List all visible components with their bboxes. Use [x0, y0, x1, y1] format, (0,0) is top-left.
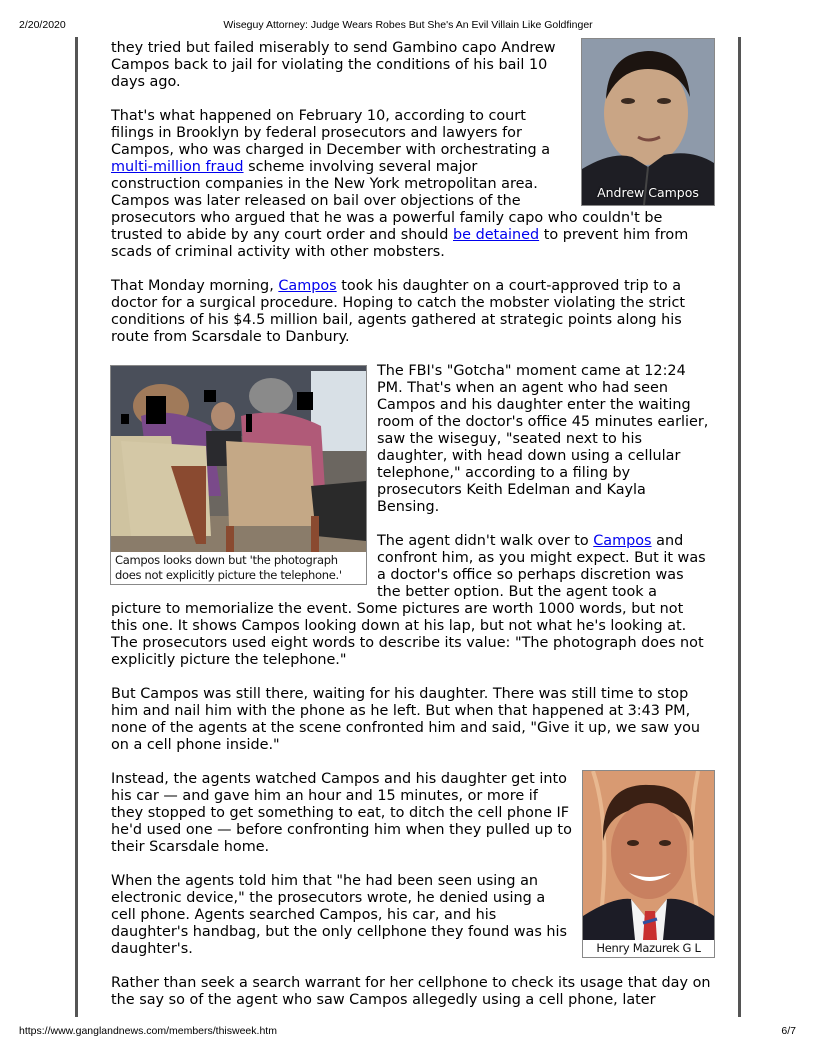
multi-million-fraud-link[interactable]: multi-million fraud — [111, 159, 244, 175]
campos-link-1[interactable]: Campos — [278, 278, 337, 294]
paragraph-3: That Monday morning, Campos took his daughter on a court-approved trip to a doctor for a surgical procedure. Hoping to catch the mobster violating the strict conditions of his $4.5 million bail, agents gathered at strategic points along his route from Scarsdale to Danbury. — [111, 278, 686, 345]
waiting-room-caption: Campos looks down but 'the photograph does not explicitly picture the telephone.' — [111, 552, 366, 584]
campos-portrait-figure — [581, 38, 715, 206]
campos-portrait-image — [582, 39, 714, 205]
mazurek-portrait-photo — [583, 771, 714, 940]
be-detained-link[interactable]: be detained — [453, 227, 540, 243]
paragraph-5: The agent didn't walk over to Campos and confront him, as you might expect. But it was a doctor's office so perhaps discretion was the better option. But the agent took a picture to memorialize the event. Some pictures are worth 1000 words, but not this one. It shows Campos looking down at his lap, but not what he's looking at. The prosecutors used eight words to describe its value: "The photograph does not explicitly picture the telephone." — [111, 533, 706, 668]
paragraph-9: Rather than seek a search warrant for her cellphone to check its usage that day on the say so of the agent who saw Campos allegedly using a cell phone, later — [111, 975, 711, 1008]
print-page-title: Wiseguy Attorney: Judge Wears Robes But She's An Evil Villain Like Goldfinger — [223, 19, 593, 31]
paragraph-1: they tried but failed miserably to send Gambino capo Andrew Campos back to jail for violating the conditions of his bail 10 days ago. — [111, 40, 556, 90]
paragraph-4: The FBI's "Gotcha" moment came at 12:24 PM. That's when an agent who had seen Campos and his daughter enter the waiting room of the doctor's office 45 minutes earlier, saw the wiseguy, "seated next to his daughter, with head down using a cellular telephone," according to a filing by prosecutors Keith Edelman and Kayla Bensing. — [377, 363, 709, 515]
print-page-number: 6/7 — [781, 1025, 796, 1037]
mazurek-portrait-figure — [582, 770, 715, 958]
campos-portrait-photo — [582, 39, 714, 205]
right-column-rule — [738, 37, 741, 1017]
campos-portrait-caption: Andrew Campos — [597, 185, 699, 200]
print-date: 2/20/2020 — [19, 19, 66, 31]
paragraph-6: But Campos was still there, waiting for his daughter. There was still time to stop him and nail him with the phone as he left. But when that happened at 3:43 PM, none of the agents at the scene confronted him and said, "Give it up, we saw you on a cell phone inside." — [111, 686, 701, 753]
waiting-room-photo — [111, 366, 366, 552]
waiting-room-image — [111, 366, 366, 552]
left-column-rule — [75, 37, 78, 1017]
campos-link-2[interactable]: Campos — [593, 533, 652, 549]
paragraph-8: When the agents told him that "he had been seen using an electronic device," the prosecutors wrote, he denied using a cell phone. Agents searched Campos, his car, and his daughter's handbag, but the only cellphone they found was his daughter's. — [111, 873, 568, 957]
mazurek-portrait-image — [583, 771, 714, 940]
article-body — [111, 40, 711, 1026]
print-url: https://www.ganglandnews.com/members/thisweek.htm — [19, 1025, 277, 1037]
waiting-room-figure — [110, 365, 367, 585]
mazurek-portrait-caption: Henry Mazurek G L — [583, 940, 714, 957]
paragraph-7: Instead, the agents watched Campos and his daughter get into his car — and gave him an hour and 15 minutes, or more if they stopped to get something to eat, to ditch the cell phone IF he'd used one — before confronting him when they pulled up to their Scarsdale home. — [111, 771, 572, 855]
paragraph-2: That's what happened on February 10, according to court filings in Brooklyn by federal prosecutors and lawyers for Campos, who was charged in December with orchestrating a multi-million fraud scheme involving several major construction companies in the New York metropolitan area. Campos was later released on bail over objections of the prosecutors who argued that he was a powerful family capo who couldn't be trusted to abide by any court order and should be detained to prevent him from scads of criminal activity with other mobsters. — [111, 108, 689, 260]
